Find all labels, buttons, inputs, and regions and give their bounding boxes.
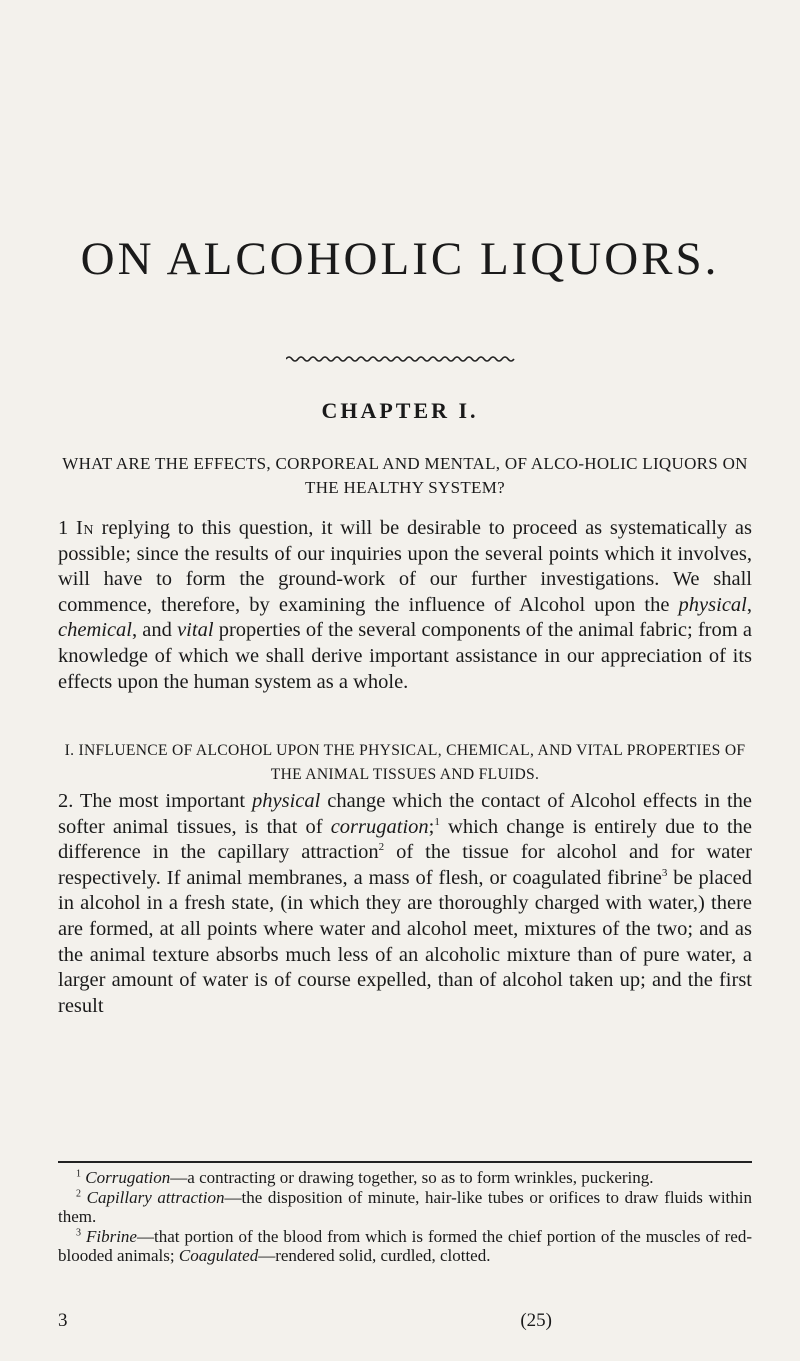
footnote [58, 1227, 752, 1266]
footnote-ref: 1 [434, 815, 440, 828]
paragraph-1 [58, 516, 752, 695]
paragraph-text: be placed in alcohol in a fresh state, (in which they are thoroughly charged with water,) there are formed, at all points where water and alcohol meet, mixtures of the two; and as the animal texture absorbs much less of an alcoholic mixture than of pure water, a larger amount of water is of course expelled, than of alcohol taken up; and the first result [58, 866, 753, 1017]
paragraph-number: 2. [58, 790, 74, 812]
separator: , and [132, 619, 178, 642]
paragraph-text: of the tissue for alcohol and for water respectively. If animal membranes, a mass of flesh, or coagulated fibrine [58, 841, 752, 889]
section-heading: I. INFLUENCE OF ALCOHOL UPON THE PHYSICAL, CHEMICAL, AND VITAL PROPERTIES OF THE ANIMAL TISSUES AND FLUIDS. [64, 742, 746, 783]
paragraph-text: properties of the several components of the animal fabric; from a knowledge of which we shall derive important assistance in our appreciation of its effects upon the human system as a whole. [58, 619, 752, 693]
paragraph-number: 1 [58, 517, 69, 539]
footnote-mark: 1 [76, 1168, 81, 1180]
emphasis-chemical: chemical [58, 619, 132, 642]
footnote-ref: 3 [661, 866, 668, 879]
separator: , [746, 593, 752, 616]
emphasis-physical: physical [678, 593, 747, 616]
footnote-term: Capillary attraction [86, 1187, 225, 1207]
paragraph-text: change which the contact of Alcohol effects in the softer animal tissues, is that of [58, 790, 752, 838]
footnote [58, 1188, 752, 1227]
footnote-text: —rendered solid, curdled, clotted. [258, 1246, 491, 1265]
footnote-mark: 3 [76, 1226, 81, 1238]
paragraph-text: The most important [73, 790, 253, 812]
page-title: ON ALCOHOLIC LIQUORS. [80, 233, 720, 285]
emphasis-vital: vital [177, 619, 214, 642]
chapter-heading: CHAPTER I. [321, 398, 479, 423]
footnote-text: —a contracting or drawing together, so as to form wrinkles, puckering. [170, 1168, 654, 1187]
signature-mark: 3 [58, 1310, 68, 1331]
footnote-mark: 2 [76, 1187, 81, 1199]
footnote-term: Fibrine [85, 1226, 137, 1246]
page-number: (25) [520, 1310, 552, 1331]
footnote-term: Coagulated [178, 1246, 259, 1265]
paragraph-text: ; [428, 815, 435, 838]
footnote-ref: 2 [378, 841, 385, 854]
chapter-question: WHAT ARE THE EFFECTS, CORPOREAL AND MENTAL, OF ALCO-HOLIC LIQUORS ON THE HEALTHY SYSTEM? [62, 454, 748, 497]
footnote-term: Corrugation [85, 1168, 171, 1187]
footnotes [58, 1168, 752, 1266]
emphasis-physical: physical [252, 790, 321, 812]
paragraph-text: replying to this question, it will be desirable to proceed as systematically as possible; since the results of our inquiries upon the several points which it involves, will have to form the ground-work of our further investigations. We shall commence, therefore, by examining the influence of Alcohol upon the [58, 517, 753, 616]
footnote-divider [58, 1161, 752, 1163]
wavy-divider [286, 354, 516, 364]
paragraph-2 [58, 789, 752, 1019]
footnote [58, 1168, 752, 1188]
footnote-text: —the disposition of minute, hair-like tubes or orifices to draw fluids within them. [58, 1187, 752, 1226]
paragraph-lead: In [76, 517, 94, 539]
footnote-text: —that portion of the blood from which is formed the chief portion of the muscles of red-blooded animals; [58, 1226, 752, 1265]
emphasis-corrugation: corrugation [330, 815, 429, 838]
paragraph-text: which change is entirely due to the difference in the capillary attraction [58, 815, 752, 864]
